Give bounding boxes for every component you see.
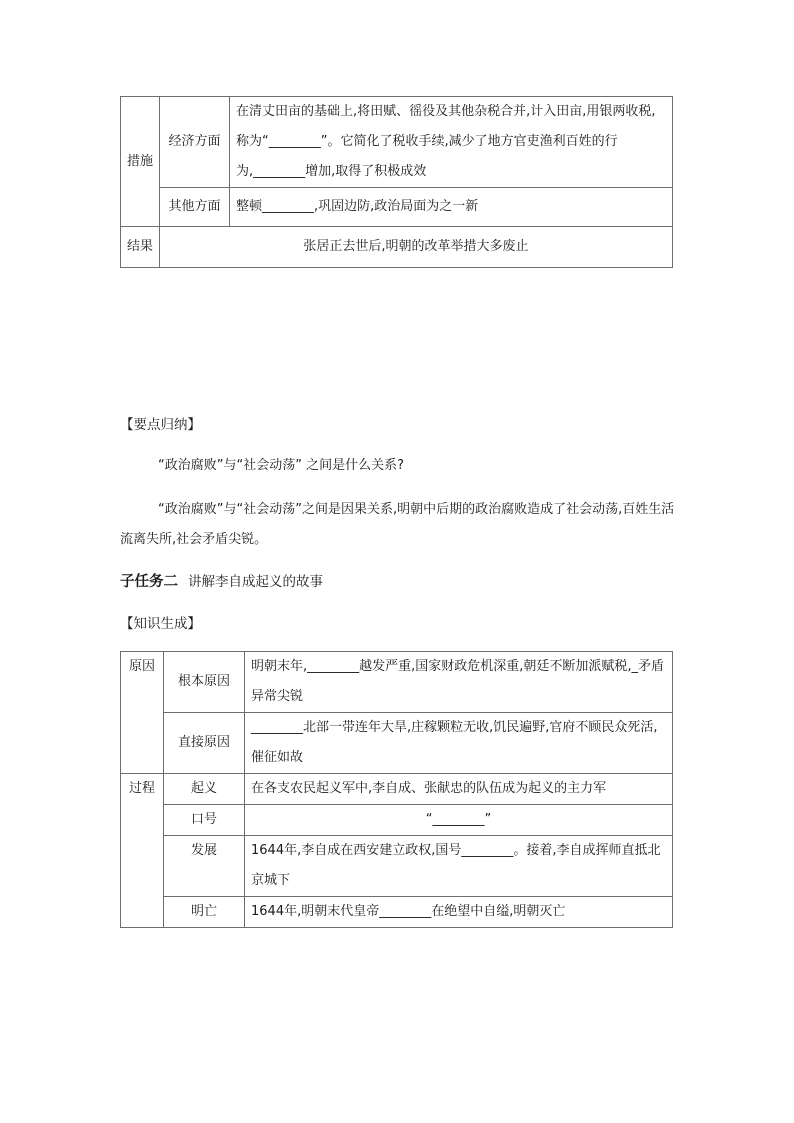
direct-cause-label: 直接原因 xyxy=(164,713,245,774)
reform-measures-table xyxy=(120,96,673,268)
key-points-heading: 【要点归纳】 xyxy=(120,417,201,433)
economic-label: 经济方面 xyxy=(160,97,230,188)
subtask-title: 子任务二 xyxy=(120,574,178,590)
key-points-answer: “政治腐败”与“社会动荡”之间是因果关系,明朝中后期的政治腐败造成了社会动荡,百姓生活流离失所,社会矛盾尖锐。 xyxy=(120,502,675,547)
subtask-heading xyxy=(120,567,680,598)
fall-label: 明亡 xyxy=(164,897,245,928)
other-label: 其他方面 xyxy=(160,188,230,227)
knowledge-heading: 【知识生成】 xyxy=(120,616,201,632)
other-text: 整顿________,巩固边防,政治局面为之一新 xyxy=(230,188,673,227)
key-points-question: “政治腐败”与“社会动荡” 之间是什么关系? xyxy=(158,458,404,473)
development-text: 1644年,李自成在西安建立政权,国号________。接着,李自成挥师直抵北京城下 xyxy=(245,836,673,897)
result-label: 结果 xyxy=(121,227,160,268)
economic-text: 在清丈田亩的基础上,将田赋、徭役及其他杂税合并,计入田亩,用银两收税,称为“________”。它简化了税收手续,减少了地方官吏渔利百姓的行为,________增加,取得了积极成效 xyxy=(230,97,673,188)
measures-label: 措施 xyxy=(121,97,160,227)
root-cause-text: 明朝末年,________越发严重,国家财政危机深重,朝廷不断加派赋税,_矛盾异常尖锐 xyxy=(245,652,673,713)
process-label: 过程 xyxy=(121,774,164,928)
uprising-text: 在各支农民起义军中,李自成、张献忠的队伍成为起义的主力军 xyxy=(245,774,673,805)
development-label: 发展 xyxy=(164,836,245,897)
slogan-text: “________” xyxy=(245,805,673,836)
root-cause-label: 根本原因 xyxy=(164,652,245,713)
result-text: 张居正去世后,明朝的改革举措大多废止 xyxy=(160,227,673,268)
slogan-label: 口号 xyxy=(164,805,245,836)
direct-cause-text: ________北部一带连年大旱,庄稼颗粒无收,饥民遍野,官府不顾民众死活,催征如故 xyxy=(245,713,673,774)
uprising-label: 起义 xyxy=(164,774,245,805)
subtask-subtitle: 讲解李自成起义的故事 xyxy=(188,574,323,590)
fall-text: 1644年,明朝末代皇帝________在绝望中自缢,明朝灭亡 xyxy=(245,897,673,928)
cause-label: 原因 xyxy=(121,652,164,774)
uprising-table xyxy=(120,651,673,928)
